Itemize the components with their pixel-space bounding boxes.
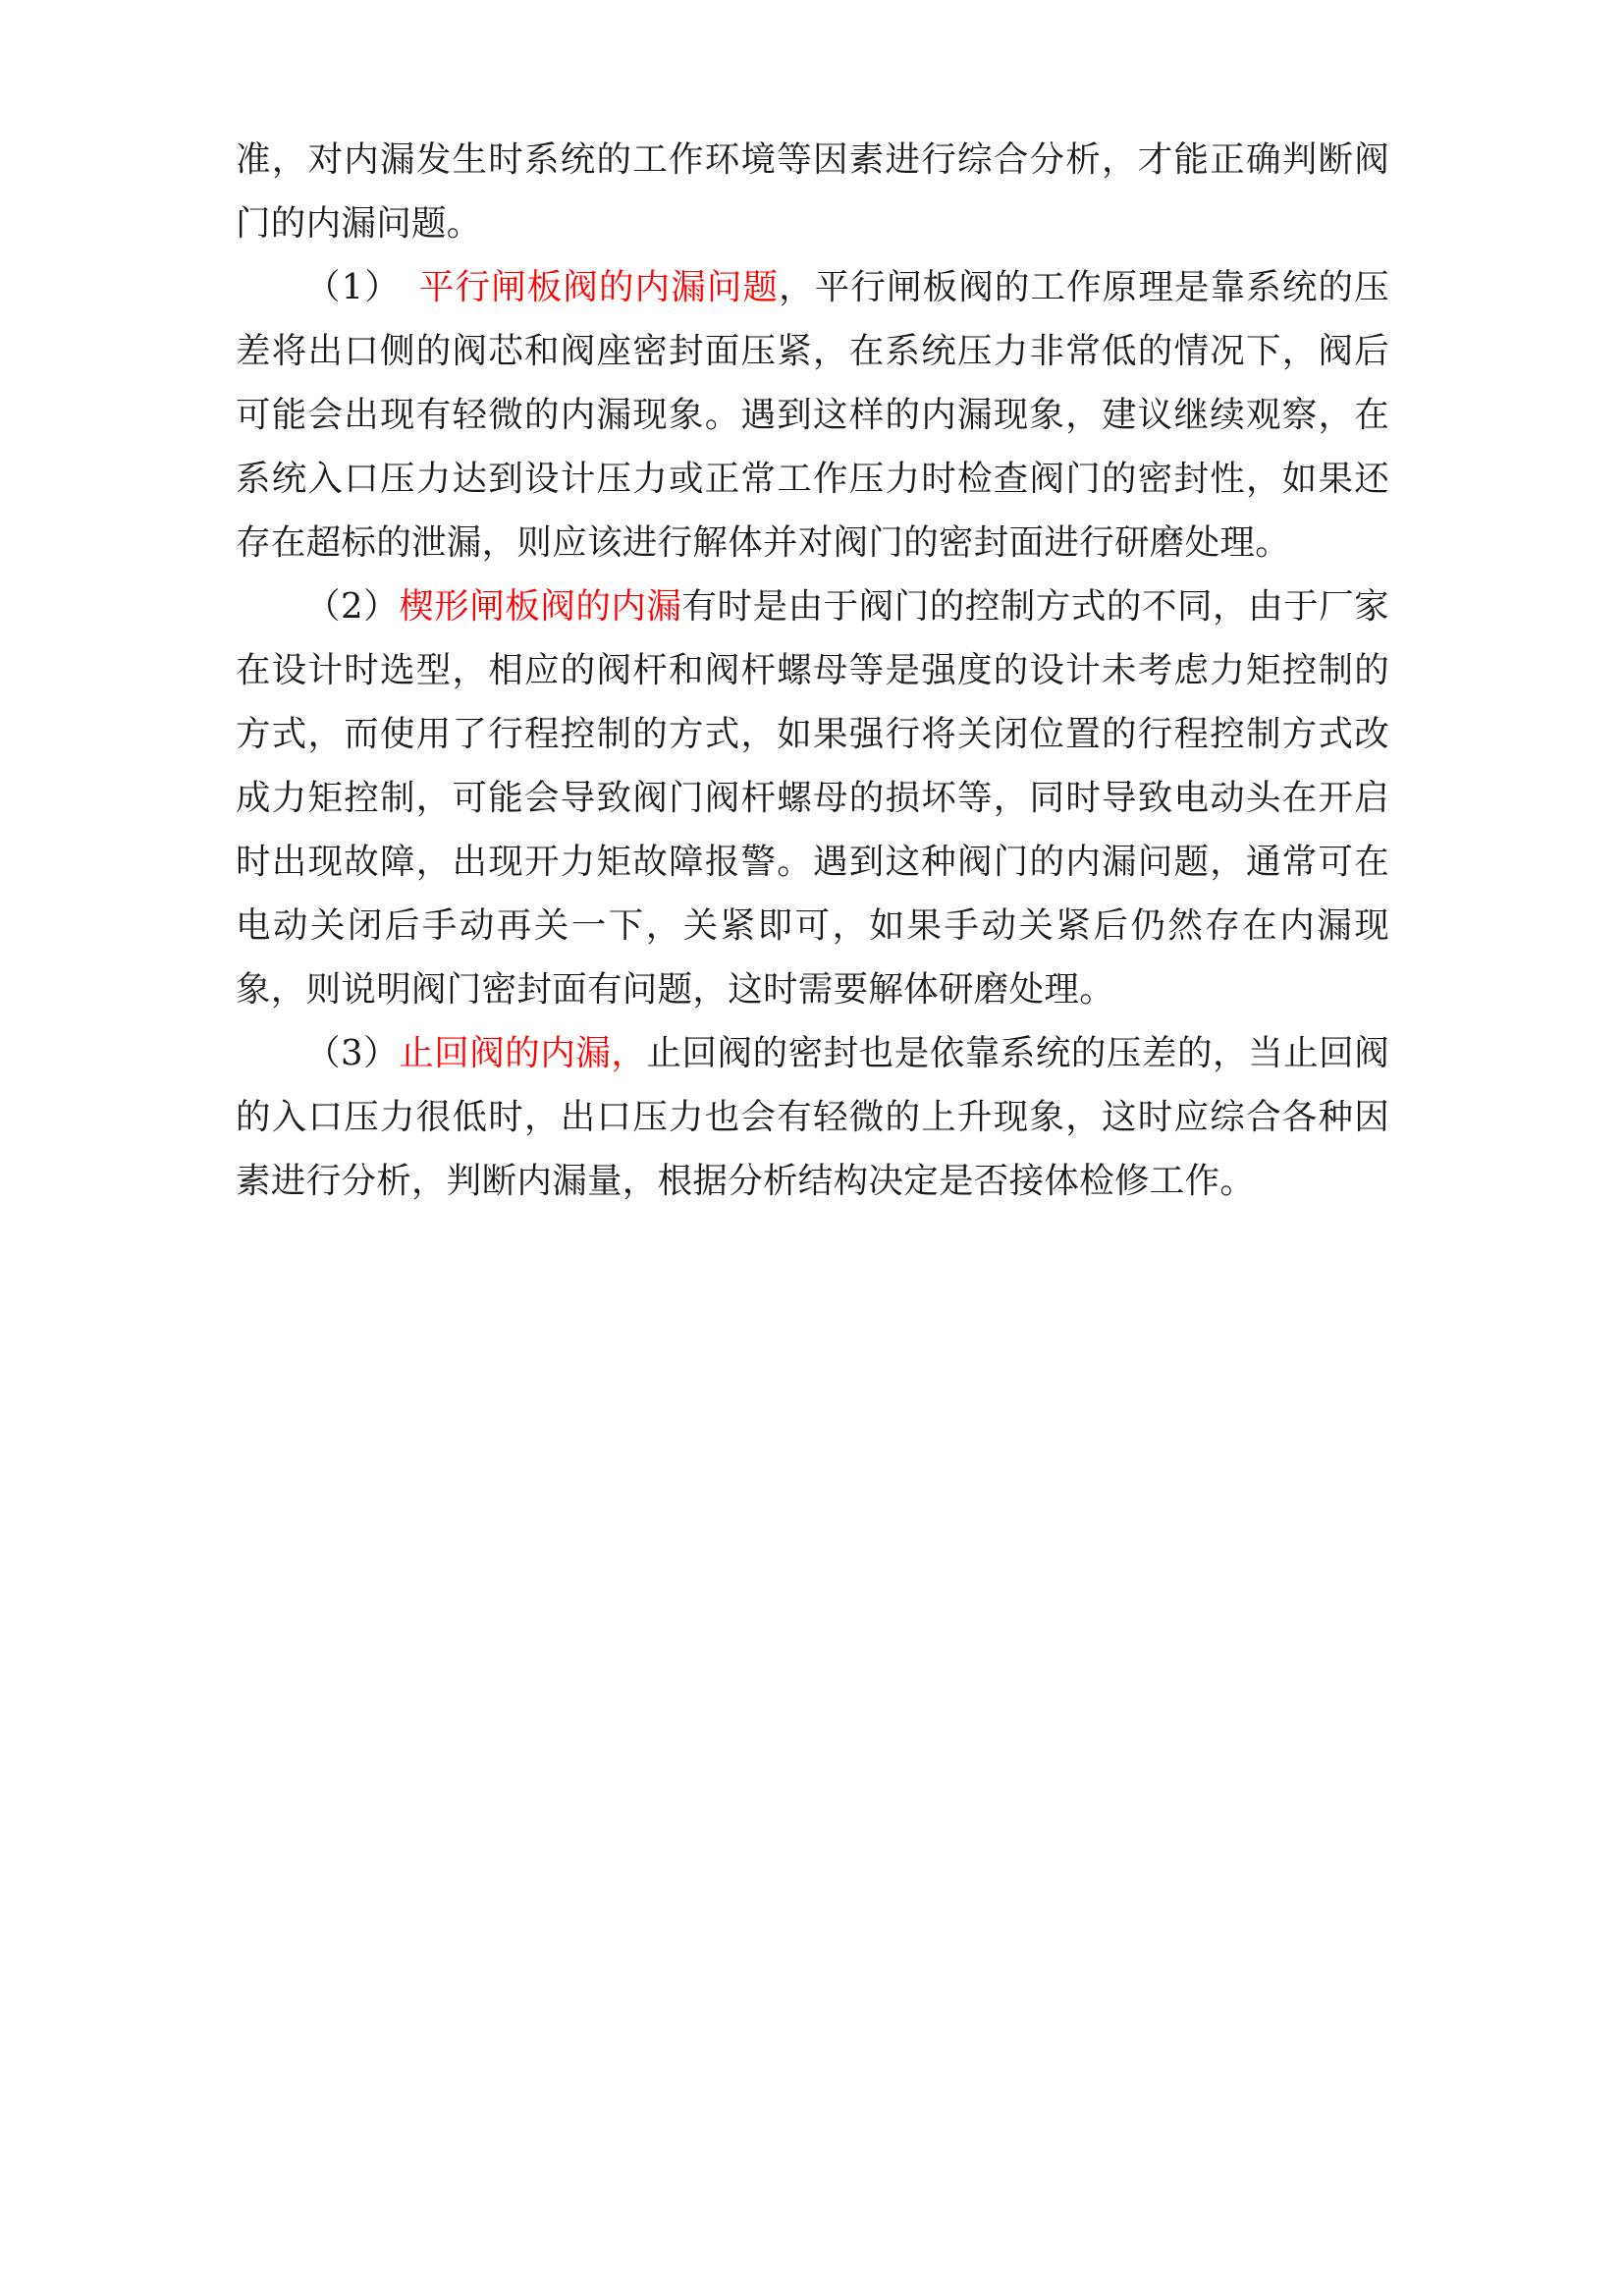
highlighted-text: 止回阀的内漏， xyxy=(399,1033,647,1073)
paragraph-item-1 xyxy=(236,255,1389,574)
paragraph-intro xyxy=(236,128,1389,255)
body-text: 有时是由于阀门的控制方式的不同，由于厂家在设计时选型，相应的阀杆和阀杆螺母等是强度的设计未考虑力矩控制的方式，而使用了行程控制的方式，如果强行将关闭位置的行程控制方式改成力矩控制，可能会导致阀门阀杆螺母的损坏等，同时导致电动头在开启时出现故障，出现开力矩故障报警。遇到这种阀门的内漏问题，通常可在电动关闭后手动再关一下，关紧即可，如果手动关紧后仍然存在内漏现象，则说明阀门密封面有问题，这时需要解体研磨处理。 xyxy=(236,586,1389,1010)
document-body xyxy=(236,128,1389,1213)
highlighted-text: 楔形闸板阀的内漏 xyxy=(399,586,682,627)
body-text: 止回阀的密封也是依靠系统的压差的，当止回阀的入口压力很低时，出口压力也会有轻微的上升现象，这时应综合各种因素进行分析，判断内漏量，根据分析结构决定是否接体检修工作。 xyxy=(236,1033,1389,1201)
body-text: （2） xyxy=(305,586,400,627)
body-text: ，平行闸板阀的工作原理是靠系统的压差将出口侧的阀芯和阀座密封面压紧，在系统压力非常低的情况下，阀后可能会出现有轻微的内漏现象。遇到这样的内漏现象，建议继续观察，在系统入口压力达到设计压力或正常工作压力时检查阀门的密封性，如果还存在超标的泄漏，则应该进行解体并对阀门的密封面进行研磨处理。 xyxy=(236,267,1389,563)
highlighted-text: 平行闸板阀的内漏问题 xyxy=(383,267,780,307)
body-text: 准，对内漏发生时系统的工作环境等因素进行综合分析，才能正确判断阀门的内漏问题。 xyxy=(236,139,1389,244)
paragraph-item-3 xyxy=(236,1021,1389,1213)
paragraph-item-2 xyxy=(236,574,1389,1021)
body-text: （1） xyxy=(305,267,384,307)
body-text: （3） xyxy=(305,1033,400,1073)
